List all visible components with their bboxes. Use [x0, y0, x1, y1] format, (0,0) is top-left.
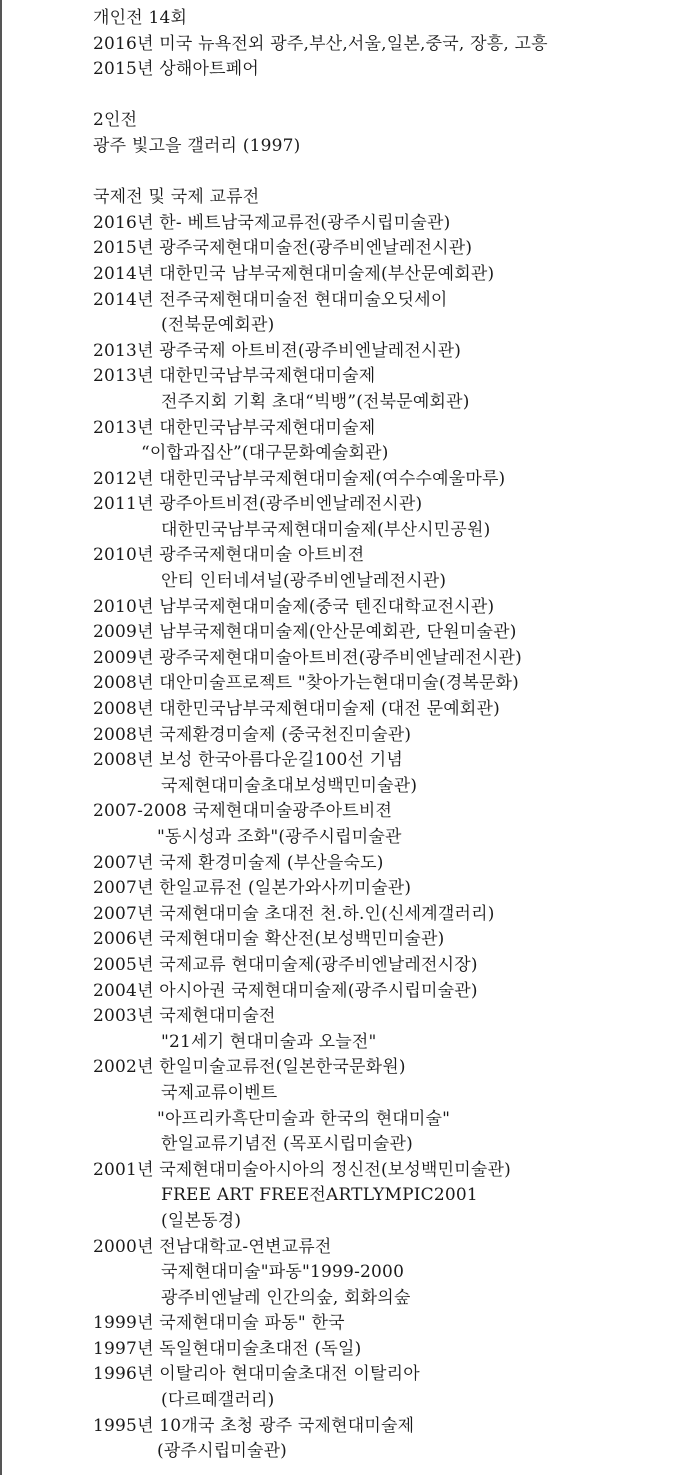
intl-entry: 2007년 국제 환경미술제 (부산을숙도) — [93, 852, 384, 873]
intl-entry: 2013년 대한민국남부국제현대미술제 — [93, 417, 376, 438]
intl-entry: 2013년 대한민국남부국제현대미술제 — [93, 366, 376, 387]
intl-entry: 2008년 국제환경미술제 (중국천진미술관) — [93, 724, 412, 745]
intl-entry: 2004년 아시아권 국제현대미술제(광주시립미술관) — [93, 980, 478, 1001]
intl-entry: 2011년 광주아트비젼(광주비엔날레전시관) — [93, 494, 423, 515]
intl-entry-continuation: 국제현대미술초대보성백민미술관) — [161, 775, 418, 796]
intl-entry: 2007년 국제현대미술 초대전 천.하.인(신세계갤러리) — [93, 903, 495, 924]
intl-entry-continuation: 대한민국남부국제현대미술제(부산시민공원) — [161, 519, 491, 540]
intl-entry-continuation: 안티 인터네셔널(광주비엔날레전시관) — [161, 571, 447, 592]
intl-entry-continuation: FREE ART FREE전ARTLYMPIC2001 — [161, 1185, 478, 1206]
intl-entry: 2001년 국제현대미술아시아의 정신전(보성백민미술관) — [93, 1159, 511, 1180]
intl-entry-continuation: (일본동경) — [161, 1210, 242, 1231]
intl-entry: 2009년 남부국제현대미술제(안산문예회관, 단원미술관) — [93, 622, 517, 643]
intl-entry-continuation: (다르떼갤러리) — [161, 1390, 275, 1411]
intl-entry: 2014년 전주국제현대미술전 현대미술오딧세이 — [93, 289, 448, 310]
intl-entry: 2005년 국제교류 현대미술제(광주비엔날레전시장) — [93, 954, 478, 975]
intl-entry-continuation: (전북문예회관) — [161, 315, 275, 336]
intl-entry: 2000년 전남대학교-연변교류전 — [93, 1236, 332, 1257]
page-left-border — [0, 0, 2, 1475]
intl-entry: 2010년 광주국제현대미술 아트비젼 — [93, 545, 365, 566]
intl-entry-continuation: "아프리카흑단미술과 한국의 현대미술" — [157, 1108, 451, 1129]
intl-entry: 2008년 대안미술프로젝트 "찾아가는현대미술(경복문화) — [93, 673, 520, 694]
intl-entry: 2016년 한- 베트남국제교류전(광주시립미술관) — [93, 212, 451, 233]
duo-exhibition-heading: 2인전 — [93, 110, 138, 131]
section-spacer — [93, 160, 693, 186]
intl-entry-continuation: "동시성과 조화"(광주시립미술관 — [157, 827, 402, 847]
intl-entry-continuation: "21세기 현대미술과 오늘전" — [161, 1031, 377, 1052]
intl-entry: 1997년 독일현대미술초대전 (독일) — [93, 1338, 362, 1359]
intl-exhibition-heading: 국제전 및 국제 교류전 — [93, 187, 260, 208]
intl-entry: 1995년 10개국 초청 광주 국제현대미술제 — [93, 1415, 415, 1436]
intl-entry-continuation: 한일교류기념전 (목포시립미술관) — [161, 1134, 413, 1155]
duo-exhibition-entry: 광주 빛고을 갤러리 (1997) — [93, 135, 301, 156]
solo-exhibition-count: 개인전 14회 — [93, 8, 188, 28]
intl-entry: 2007-2008 국제현대미술광주아트비젼 — [93, 801, 393, 822]
intl-entry-continuation: 국제교류이벤트 — [161, 1082, 278, 1103]
intl-entry: 2009년 광주국제현대미술아트비젼(광주비엔날레전시관) — [93, 647, 523, 668]
intl-entry-continuation: 국제현대미술"파동"1999-2000 — [161, 1262, 405, 1283]
intl-entry: 2008년 대한민국남부국제현대미술제 (대전 문예회관) — [93, 699, 500, 720]
solo-exhibition-2016: 2016년 미국 뉴욕전외 광주,부산,서울,일본,중국, 장흥, 고흥 — [93, 33, 548, 54]
artist-cv-document — [93, 6, 693, 1465]
intl-entry: 2013년 광주국제 아트비젼(광주비엔날레전시관) — [93, 340, 462, 361]
intl-entry-continuation: “이합과집산”(대구문화예술회관) — [141, 443, 389, 464]
intl-entry-continuation: 광주비엔날레 인간의숲, 회화의숲 — [161, 1287, 411, 1308]
section-spacer — [93, 83, 693, 109]
intl-entry: 1999년 국제현대미술 파동" 한국 — [93, 1313, 345, 1334]
intl-entry: 2010년 남부국제현대미술제(중국 텐진대학교전시관) — [93, 596, 495, 617]
solo-exhibition-2015: 2015년 상해아트페어 — [93, 59, 260, 80]
intl-entry: 2014년 대한민국 남부국제현대미술제(부산문예회관) — [93, 263, 495, 284]
intl-entry: 2015년 광주국제현대미술전(광주비엔날레전시관) — [93, 238, 473, 259]
intl-entry: 2007년 한일교류전 (일본가와사끼미술관) — [93, 878, 412, 899]
intl-entry: 2006년 국제현대미술 확산전(보성백민미술관) — [93, 929, 445, 950]
intl-entry: 2003년 국제현대미술전 — [93, 1006, 276, 1027]
intl-entry-continuation: 전주지회 기획 초대“빅뱅”(전북문예회관) — [161, 391, 470, 412]
intl-entry: 2012년 대한민국남부국제현대미술제(여수수예울마루) — [93, 468, 506, 489]
intl-entry-continuation: (광주시립미술관) — [157, 1441, 288, 1462]
intl-entry: 2002년 한일미술교류전(일본한국문화원) — [93, 1057, 406, 1078]
intl-entry: 1996년 이탈리아 현대미술초대전 이탈리아 — [93, 1364, 420, 1385]
intl-entry: 2008년 보성 한국아름다운길100선 기념 — [93, 750, 404, 771]
